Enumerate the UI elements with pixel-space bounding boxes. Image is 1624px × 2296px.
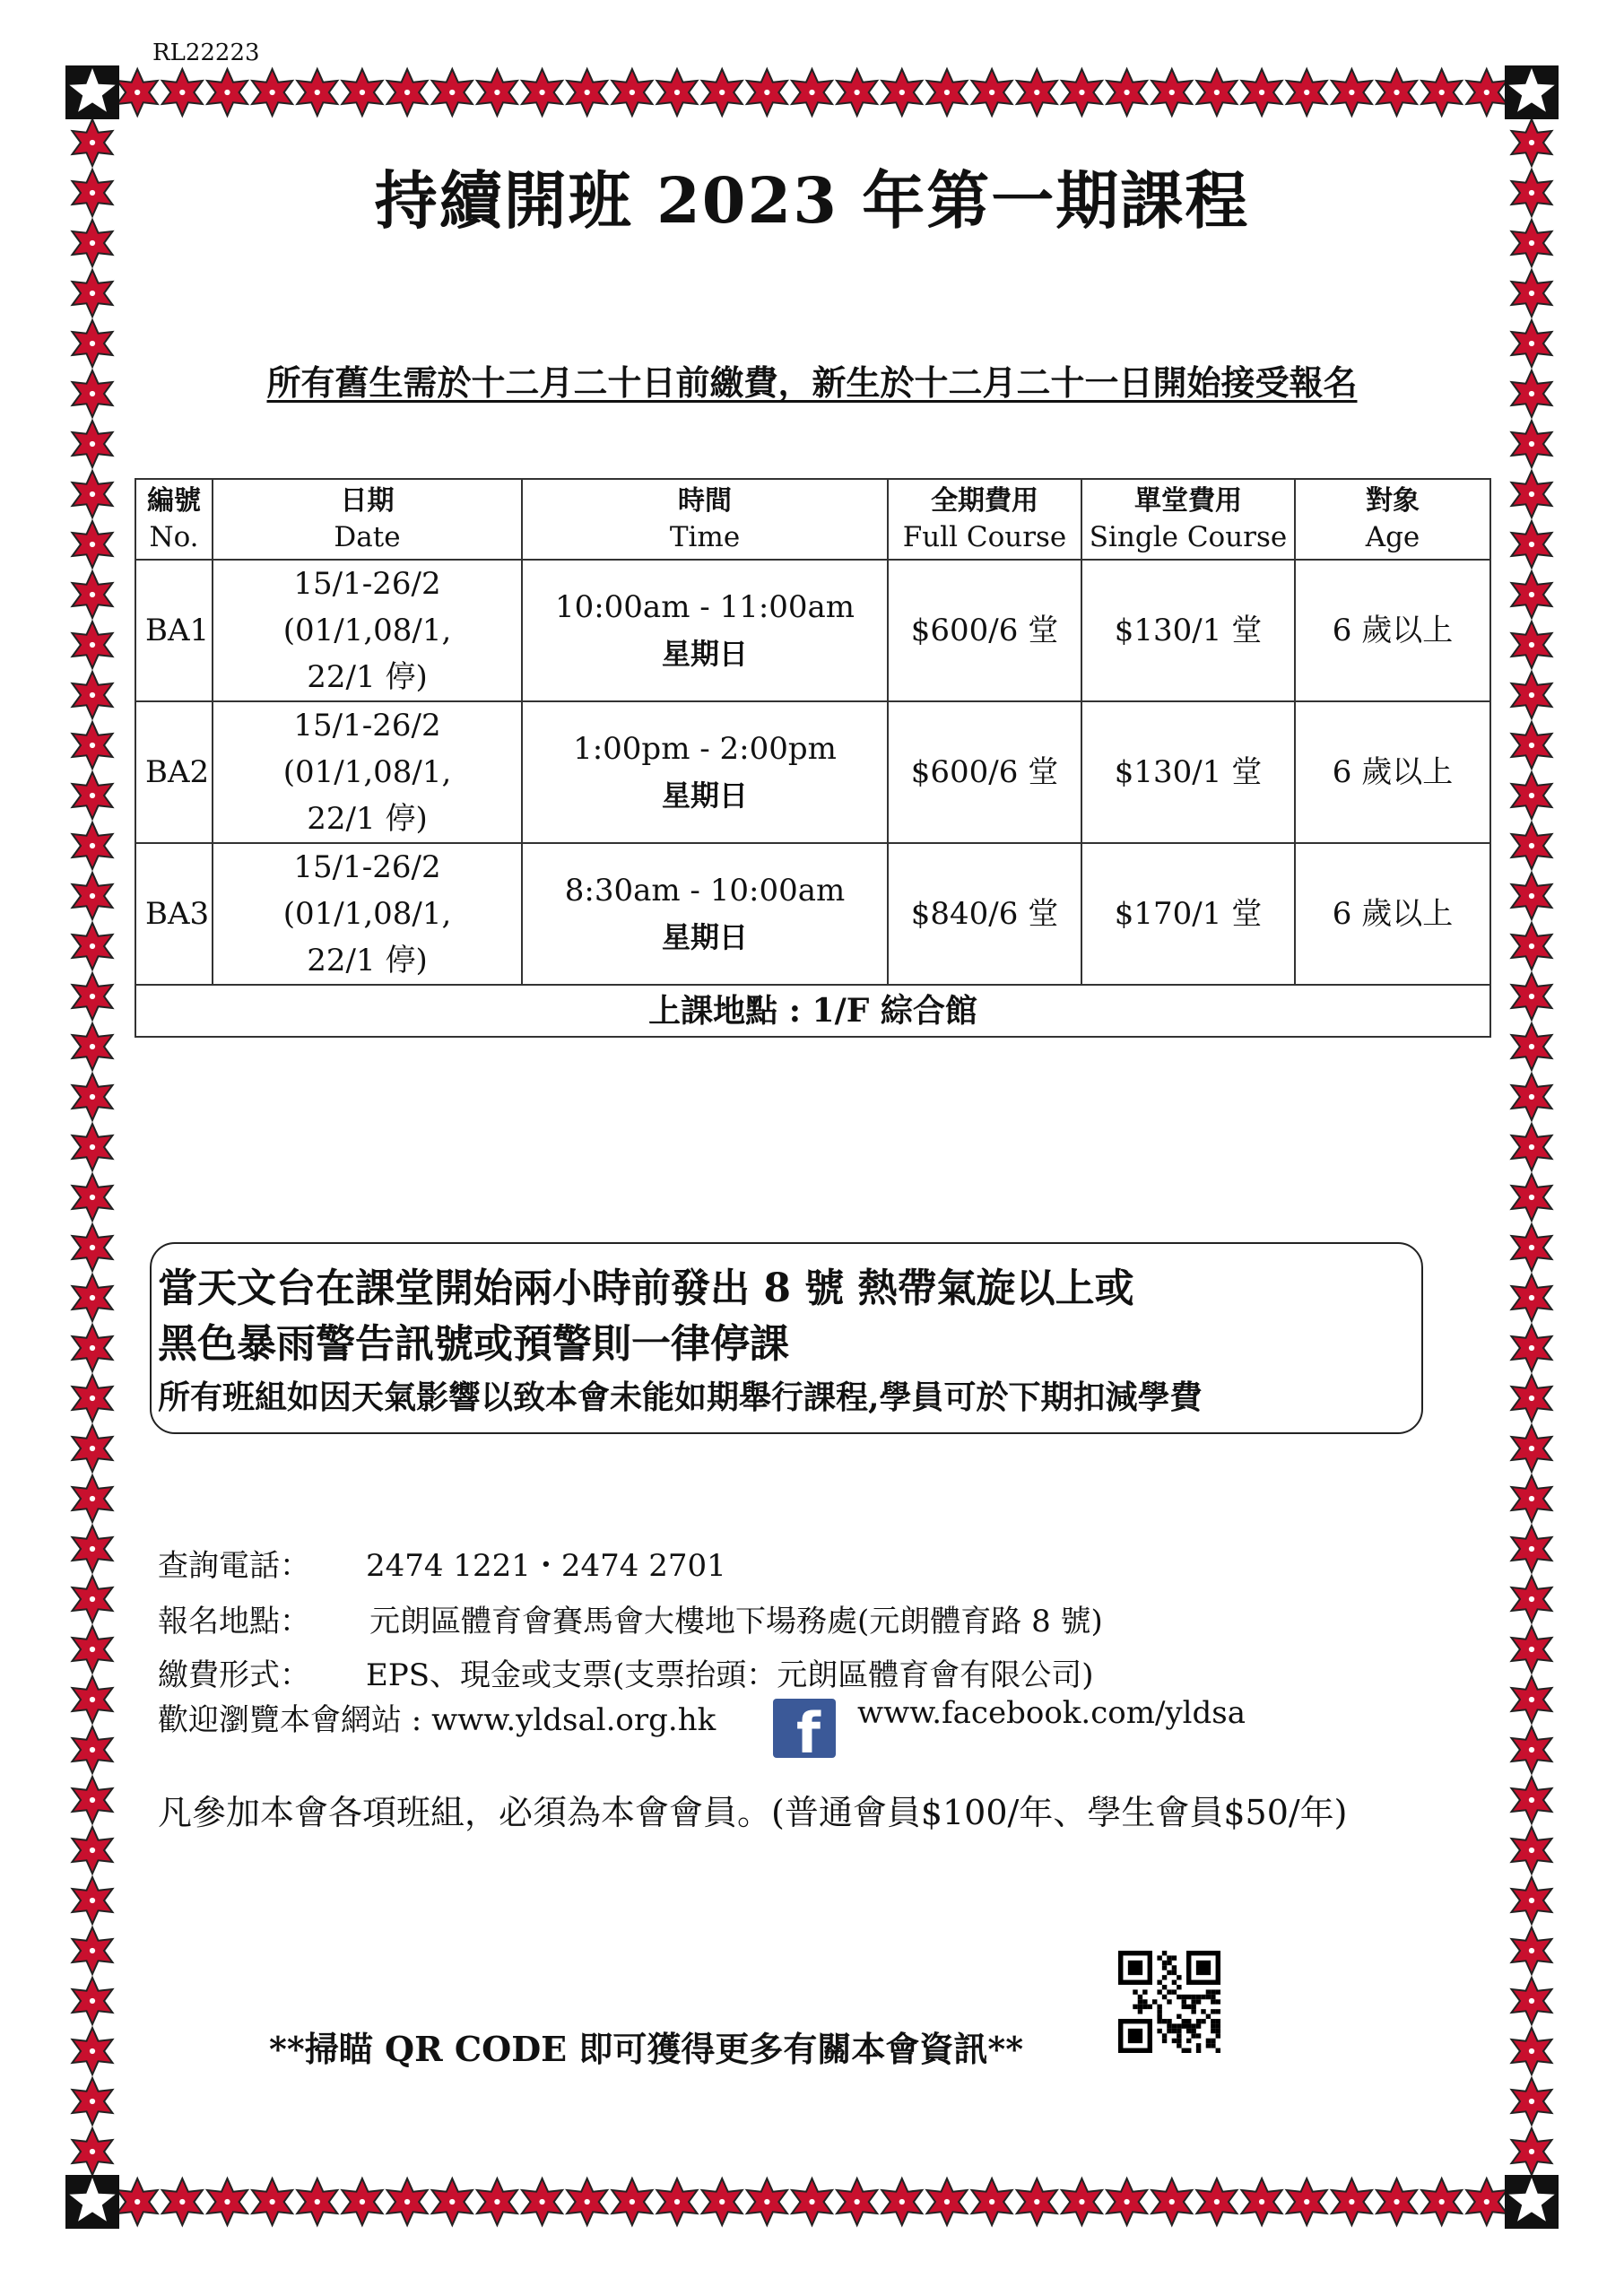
- course-age: 6 歲以上: [1295, 560, 1490, 701]
- membership-requirement: 凡參加本會各項班組，必須為本會會員。(普通會員$100/年、學生會員$50/年): [158, 1793, 1348, 1832]
- venue-text: 上課地點 : 1/F 綜合館: [135, 985, 1490, 1037]
- course-table: [135, 478, 1491, 1038]
- course-full-fee: $600/6 堂: [888, 560, 1081, 701]
- qr-code-icon[interactable]: [1118, 1951, 1220, 2053]
- facebook-link[interactable]: www.facebook.com/yldsa: [857, 1695, 1246, 1731]
- weather-warning-line-1: 當天文台在課堂開始兩小時前發出 8 號 熱帶氣旋以上或: [158, 1265, 1134, 1311]
- payment-label: 繳費形式：: [158, 1657, 310, 1693]
- facebook-icon[interactable]: f: [773, 1699, 836, 1758]
- course-code: BA3: [135, 843, 213, 985]
- course-single-fee: $130/1 堂: [1081, 701, 1295, 843]
- page-title: 持續開班 2023 年第一期課程: [374, 163, 1250, 238]
- course-age: 6 歲以上: [1295, 843, 1490, 985]
- course-date: 15/1-26/2 (01/1,08/1, 22/1 停): [213, 560, 522, 701]
- venue-row: [135, 985, 1490, 1037]
- weather-warning-line-2: 黑色暴雨警告訊號或預警則一律停課: [158, 1321, 789, 1367]
- course-code: BA2: [135, 701, 213, 843]
- course-full-fee: $840/6 堂: [888, 843, 1081, 985]
- course-age: 6 歲以上: [1295, 701, 1490, 843]
- header-no: 編號 No.: [135, 479, 213, 560]
- header-single-course: 單堂費用 Single Course: [1081, 479, 1295, 560]
- registration-notice: [0, 355, 1624, 404]
- table-header-row: [135, 479, 1490, 560]
- header-date: 日期 Date: [213, 479, 522, 560]
- qr-code-caption: **掃瞄 QR CODE 即可獲得更多有關本會資訊**: [269, 2029, 1024, 2069]
- course-full-fee: $600/6 堂: [888, 701, 1081, 843]
- table-row: [135, 701, 1490, 843]
- header-full-course: 全期費用 Full Course: [888, 479, 1081, 560]
- course-time: 1:00pm - 2:00pm 星期日: [522, 701, 888, 843]
- venue-label: 報名地點：: [158, 1604, 310, 1639]
- document-code: RL22223: [152, 39, 260, 66]
- course-code: BA1: [135, 560, 213, 701]
- weather-warning-line-3: 所有班組如因天氣影響以致本會未能如期舉行課程,學員可於下期扣減學費: [158, 1378, 1203, 1416]
- phone-value: 2474 1221・2474 2701: [366, 1548, 726, 1584]
- course-time: 8:30am - 10:00am 星期日: [522, 843, 888, 985]
- course-single-fee: $130/1 堂: [1081, 560, 1295, 701]
- course-date: 15/1-26/2 (01/1,08/1, 22/1 停): [213, 843, 522, 985]
- website-text[interactable]: 歡迎瀏覽本會網站 : www.yldsal.org.hk: [158, 1702, 716, 1738]
- registration-notice-text: 所有舊生需於十二月二十日前繳費，新生於十二月二十一日開始接受報名: [266, 362, 1358, 403]
- header-time: 時間 Time: [522, 479, 888, 560]
- phone-label: 查詢電話：: [158, 1548, 310, 1584]
- table-row: [135, 560, 1490, 701]
- course-single-fee: $170/1 堂: [1081, 843, 1295, 985]
- course-date: 15/1-26/2 (01/1,08/1, 22/1 停): [213, 701, 522, 843]
- course-time: 10:00am - 11:00am 星期日: [522, 560, 888, 701]
- venue-value: 元朗區體育會賽馬會大樓地下場務處(元朗體育路 8 號): [369, 1604, 1103, 1639]
- header-age: 對象 Age: [1295, 479, 1490, 560]
- table-row: [135, 843, 1490, 985]
- payment-value: EPS、現金或支票(支票抬頭：元朗區體育會有限公司): [366, 1657, 1094, 1693]
